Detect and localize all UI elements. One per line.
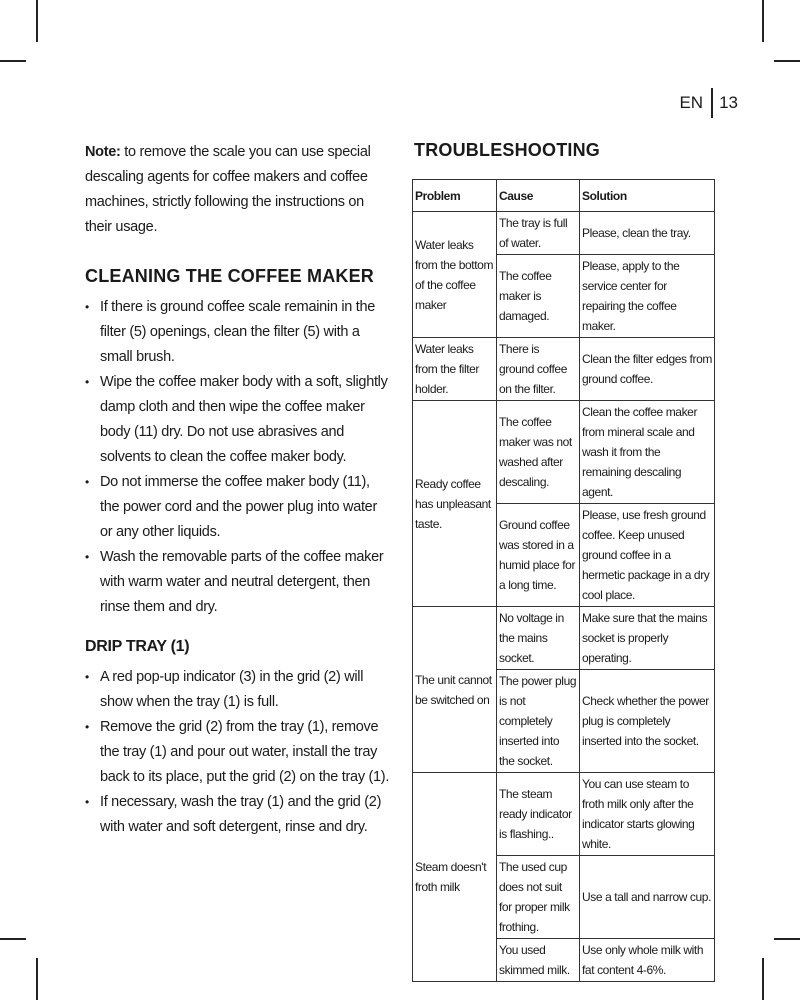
solution-cell: Use only whole milk with fat content 4-6%. [580,939,715,982]
problem-cell: Water leaks from the filter holder. [413,338,497,401]
table-row [413,401,715,504]
page-header [679,90,738,118]
right-column [412,140,714,982]
list-item: • Remove the grid (2) from the tray (1), remove the tray (1) and pour out water, install the tray back to its place, put the grid (2) on the tray (1). [85,715,390,790]
cause-cell: No voltage in the mains socket. [497,607,580,670]
note-label: Note: [85,144,121,160]
solution-cell: Make sure that the mains socket is properly operating. [580,607,715,670]
drip-tray-heading: DRIP TRAY (1) [85,638,190,655]
crop-mark [36,0,38,42]
solution-cell: Please, apply to the service center for repairing the coffee maker. [580,255,715,338]
cause-cell: The power plug is not completely inserted into the socket. [497,670,580,773]
note-text: to remove the scale you can use special descaling agents for coffee makers and coffee machines, strictly following the instructions on their usage. [85,144,371,235]
crop-mark [0,60,26,62]
crop-mark [762,958,764,1000]
crop-mark [774,60,800,62]
note-paragraph [85,140,390,240]
troubleshooting-table [412,179,715,982]
list-item: • If necessary, wash the tray (1) and the grid (2) with water and soft detergent, rinse and dry. [85,790,390,840]
crop-mark [0,938,26,940]
solution-cell: Check whether the power plug is completely inserted into the socket. [580,670,715,773]
column-header-solution: Solution [580,180,715,212]
problem-cell: The unit cannot be switched on [413,607,497,773]
solution-cell: You can use steam to froth milk only after the indicator starts glowing white. [580,773,715,856]
problem-cell: Ready coffee has unpleasant taste. [413,401,497,607]
cause-cell: The coffee maker was not washed after descaling. [497,401,580,504]
column-header-cause: Cause [497,180,580,212]
list-item: • If there is ground coffee scale remainin in the filter (5) openings, clean the filter (5) with a small brush. [85,295,390,370]
cause-cell: The steam ready indicator is flashing.. [497,773,580,856]
table-row [413,212,715,255]
left-column [85,140,390,840]
table-row [413,607,715,670]
list-item: • Do not immerse the coffee maker body (11), the power cord and the power plug into water or any other liquids. [85,470,390,545]
crop-mark [762,0,764,42]
table-row [413,773,715,856]
list-item: • Wash the removable parts of the coffee maker with warm water and neutral detergent, then rinse them and dry. [85,545,390,620]
drip-tray-list [85,665,390,840]
page-number: 13 [719,93,738,112]
table-row [413,338,715,401]
problem-cell: Steam doesn't froth milk [413,773,497,982]
cause-cell: There is ground coffee on the filter. [497,338,580,401]
cause-cell: The coffee maker is damaged. [497,255,580,338]
cause-cell: The tray is full of water. [497,212,580,255]
crop-mark [36,958,38,1000]
table-header-row [413,180,715,212]
cause-cell: The used cup does not suit for proper milk frothing. [497,856,580,939]
cleaning-heading: CLEANING THE COFFEE MAKER [85,266,375,286]
list-item: • Wipe the coffee maker body with a soft, slightly damp cloth and then wipe the coffee maker body (11) dry. Do not use abrasives and solvents to clean the coffee maker body. [85,370,390,470]
troubleshooting-heading: TROUBLESHOOTING [414,140,600,160]
solution-cell: Clean the filter edges from ground coffee. [580,338,715,401]
solution-cell: Use a tall and narrow cup. [580,856,715,939]
language-code: EN [679,93,704,112]
crop-mark [774,938,800,940]
list-item: • A red pop-up indicator (3) in the grid (2) will show when the tray (1) is full. [85,665,390,715]
column-header-problem: Problem [413,180,497,212]
cause-cell: Ground coffee was stored in a humid place for a long time. [497,504,580,607]
solution-cell: Please, use fresh ground coffee. Keep unused ground coffee in a hermetic package in a dry cool place. [580,504,715,607]
cause-cell: You used skimmed milk. [497,939,580,982]
solution-cell: Please, clean the tray. [580,212,715,255]
problem-cell: Water leaks from the bottom of the coffee maker [413,212,497,338]
solution-cell: Clean the coffee maker from mineral scale and wash it from the remaining descaling agent. [580,401,715,504]
cleaning-list [85,295,390,620]
